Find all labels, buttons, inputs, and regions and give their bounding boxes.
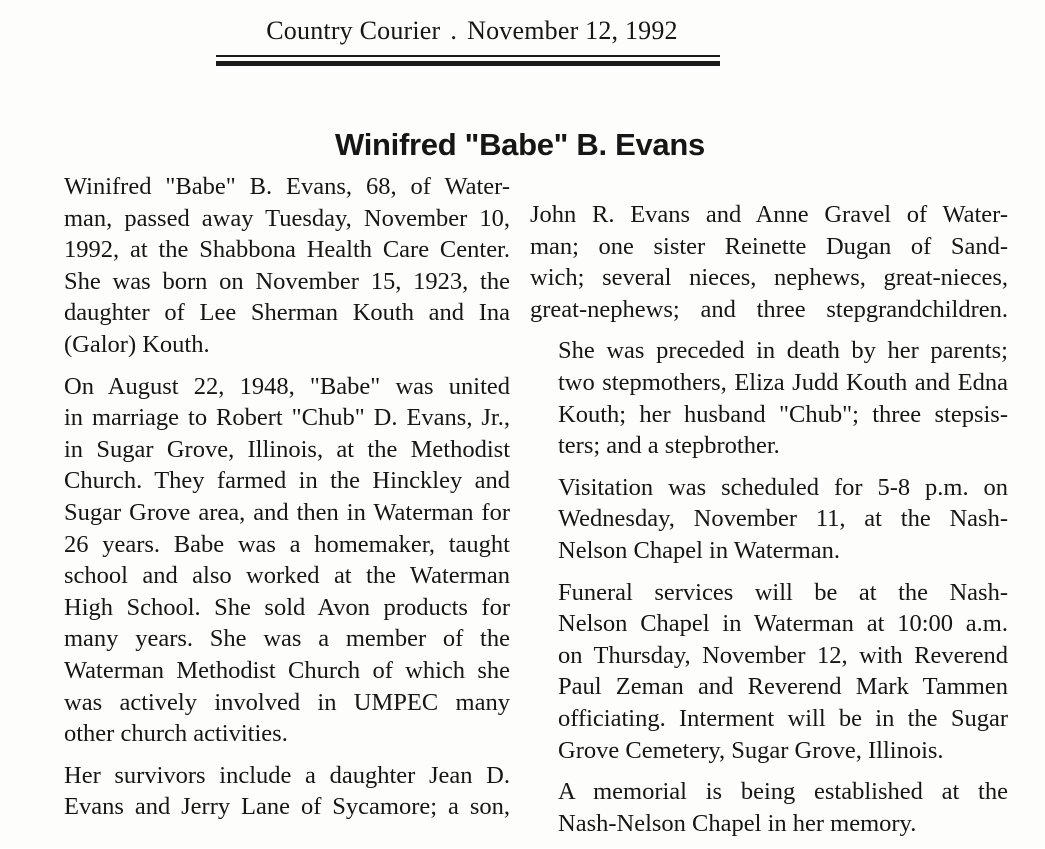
text-line: Evans and Jerry Lane of Sycamore; a son, <box>64 793 510 821</box>
text-line: wich; several nieces, nephews, great-nieces, <box>530 264 1008 292</box>
masthead-rule-thick <box>216 61 720 66</box>
paragraph-funeral <box>530 577 1008 767</box>
text-line: two stepmothers, Eliza Judd Kouth and Edna <box>558 368 1008 396</box>
text-line: in marriage to Robert "Chub" D. Evans, Jr., <box>64 404 510 432</box>
text-line: other church activities. <box>64 720 288 748</box>
text-line: on Thursday, November 12, with Reverend <box>558 641 1008 669</box>
paragraph-marriage <box>36 371 510 750</box>
text-line: Her survivors include a daughter Jean D. <box>64 761 510 789</box>
text-line: On August 22, 1948, "Babe" was united <box>64 372 510 400</box>
masthead <box>218 14 726 48</box>
masthead-rule-thin <box>216 55 720 57</box>
text-line: school and also worked at the Waterman <box>64 562 510 590</box>
paragraph-birth <box>36 171 510 361</box>
obituary-headline: Winifred "Babe" B. Evans <box>335 127 705 162</box>
text-line: Nash-Nelson Chapel in her memory. <box>558 809 917 837</box>
publication-date: November 12, 1992 <box>467 16 678 45</box>
publication-name: Country Courier <box>266 16 441 45</box>
masthead-separator: . <box>450 16 458 45</box>
text-line: was actively involved in UMPEC many <box>64 688 510 716</box>
text-line: Nelson Chapel in Waterman. <box>558 536 840 564</box>
text-line: great-nephews; and three stepgrandchildren. <box>530 295 1008 323</box>
text-line: 26 years. Babe was a homemaker, taught <box>64 530 510 558</box>
paragraph-visitation <box>530 472 1008 567</box>
paragraph-preceded <box>530 335 1008 461</box>
text-line: She was preceded in death by her parents; <box>558 337 1008 365</box>
text-line: Paul Zeman and Reverend Mark Tammen <box>558 673 1008 701</box>
text-line: man; one sister Reinette Dugan of Sand- <box>530 232 1008 260</box>
paragraph-memorial <box>530 776 1008 839</box>
text-line: many years. She was a member of the <box>64 625 510 653</box>
text-line: Church. They farmed in the Hinckley and <box>64 467 510 495</box>
text-line: ters; and a stepbrother. <box>558 432 780 460</box>
paragraph-survivors-continued <box>530 199 1008 325</box>
text-line: Sugar Grove area, and then in Waterman for <box>64 498 510 526</box>
left-column <box>36 171 510 833</box>
text-line: Kouth; her husband "Chub"; three stepsis- <box>558 400 1008 428</box>
text-line: Wednesday, November 11, at the Nash- <box>558 505 1008 533</box>
text-line: A memorial is being established at the <box>558 778 1008 806</box>
text-line: Nelson Chapel in Waterman at 10:00 a.m. <box>558 610 1008 638</box>
paragraph-survivors <box>36 760 510 823</box>
text-line: Winifred "Babe" B. Evans, 68, of Water- <box>64 173 510 200</box>
text-line: 1992, at the Shabbona Health Care Center. <box>64 236 510 264</box>
text-line: Grove Cemetery, Sugar Grove, Illinois. <box>558 736 944 764</box>
text-line: in Sugar Grove, Illinois, at the Methodist <box>64 435 510 463</box>
text-line: John R. Evans and Anne Gravel of Water- <box>530 201 1008 228</box>
text-line: man, passed away Tuesday, November 10, <box>64 204 510 232</box>
text-line: Funeral services will be at the Nash- <box>558 578 1008 606</box>
text-line: (Galor) Kouth. <box>64 330 210 358</box>
text-line: Visitation was scheduled for 5-8 p.m. on <box>558 473 1008 501</box>
text-line: officiating. Interment will be in the Sugar <box>558 704 1008 732</box>
text-line: daughter of Lee Sherman Kouth and Ina <box>64 299 510 327</box>
text-line: Waterman Methodist Church of which she <box>64 656 510 684</box>
right-column <box>530 199 1008 849</box>
text-line: High School. She sold Avon products for <box>64 593 510 621</box>
text-line: She was born on November 15, 1923, the <box>64 267 510 295</box>
